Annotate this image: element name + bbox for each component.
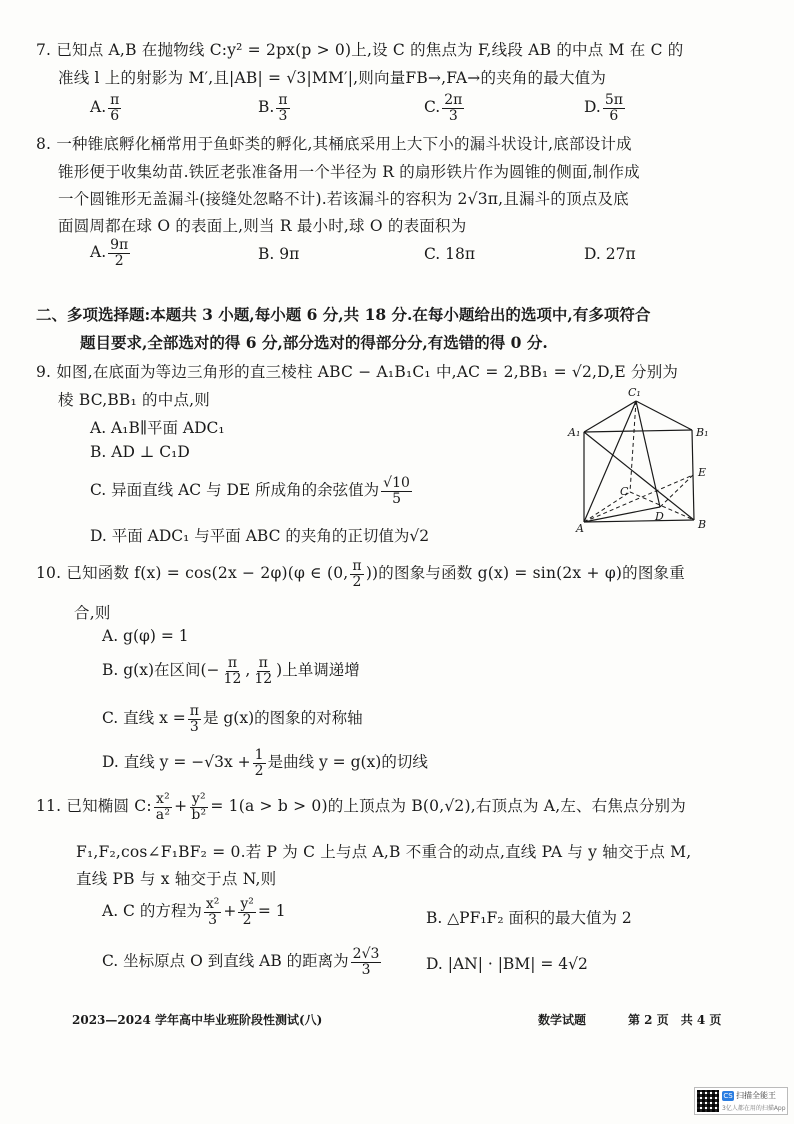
edge-c1-b1 [636, 401, 692, 430]
label-c: C [620, 485, 629, 498]
footer-exam-title: 2023—2024 学年高中毕业班阶段性测试(八) [72, 1013, 323, 1027]
edge-a1-b1 [584, 430, 692, 432]
scan-badge-title: 扫描全能王 [736, 1091, 776, 1100]
q8-line4: 面圆周都在球 O 的表面上,则当 R 最小时,球 O 的表面积为 [58, 217, 467, 235]
footer-page-number: 第 2 页 共 4 页 [628, 1013, 722, 1027]
q8-option-d: D. 27π [584, 245, 636, 263]
q11-option-c: C. 坐标原点 O 到直线 AB 的距离为 $\frac{2√3}{3}$ [102, 946, 380, 978]
q9-option-a: A. A₁B∥平面 ADC₁ [90, 419, 225, 437]
scan-app-badge [694, 1087, 788, 1115]
qr-code-icon [697, 1090, 719, 1112]
label-a1: A₁ [568, 426, 581, 439]
footer-subject: 数学试题 [538, 1013, 587, 1027]
label-b: B [698, 518, 707, 531]
section2-line1: 二、多项选择题:本题共 3 小题,每小题 6 分,共 18 分.在每小题给出的选项中,有多项符合 [36, 305, 651, 324]
q8-line1: 8. 一种锥底孵化桶常用于鱼虾类的孵化,其桶底采用上大下小的漏斗状设计,底部设计成 [36, 135, 632, 153]
label-b1: B₁ [696, 426, 709, 439]
q9-option-c: C. 异面直线 AC 与 DE 所成角的余弦值为 $\frac{√10}{5}$ [90, 475, 410, 507]
q10-option-c: C. 直线 x = $\frac{\pi}{3}$ 是 g(x)的图象的对称轴 [102, 703, 363, 735]
q10-option-b: B. g(x)在区间(− $\frac{\pi}{12}$ , $\frac{\pi}{12}$ )上单调递增 [102, 655, 360, 687]
q10-line1: 10. 已知函数 f(x) = cos(2x − 2φ)(φ ∈ (0, $\frac{\pi}{2}$ ))的图象与函数 g(x) = sin(2x + φ)的图象重 [36, 558, 685, 590]
section2-line2: 题目要求,全部选对的得 6 分,部分选对的得部分分,有选错的得 0 分. [80, 333, 548, 352]
q9-prism-figure [562, 384, 722, 534]
q8-line2: 锥形便于收集幼苗.铁匠老张准备用一个半径为 R 的扇形铁片作为圆锥的侧面,制作成 [58, 163, 640, 181]
q11-option-a: A. C 的方程为 $\frac{\text{x²}}{3}$ + $\frac{\text{y²}}{2}$ = 1 [102, 896, 286, 928]
label-d: D [655, 510, 664, 523]
label-e: E [698, 466, 707, 479]
q11-line1: 11. 已知椭圆 C: $\frac{\text{x²}}{\text{a²}}$ + $\frac{\text{y²}}{\text{b²}}$ = 1(a > b > 0)的上顶点为 B(0,√2),右顶点为 A,左、右焦点分别为 [36, 791, 686, 823]
q7-option-b: B. $\frac{\pi}{3}$ [258, 92, 288, 124]
q8-option-c: C. 18π [424, 245, 476, 263]
q7-option-c: C. $\frac{2\pi}{3}$ [424, 92, 463, 124]
scan-badge-subtitle: 3亿人都在用的扫描App [722, 1105, 786, 1112]
q9-line2: 棱 BC,BB₁ 的中点,则 [58, 391, 210, 409]
q11-option-b: B. △PF₁F₂ 面积的最大值为 2 [426, 909, 632, 927]
edge-c1-c [630, 401, 636, 492]
edge-a-e [584, 475, 693, 522]
q8-option-a: A. $\frac{9\pi}{2}$ [90, 237, 129, 269]
q8-option-b: B. 9π [258, 245, 300, 263]
label-a: A [576, 522, 584, 534]
edge-a-b [584, 520, 694, 522]
edge-c1-a [584, 401, 636, 522]
label-c1: C₁ [628, 386, 641, 399]
q7-option-a: A. $\frac{\pi}{6}$ [90, 92, 120, 124]
q11-line3: 直线 PB 与 x 轴交于点 N,则 [76, 870, 277, 888]
q10-option-d: D. 直线 y = −√3x + $\frac{1}{2}$ 是曲线 y = g(x)的切线 [102, 747, 428, 779]
q7-line2: 准线 l 上的射影为 M′,且|AB| = √3|MM′|,则向量FB→,FA→的夹角的最大值为 [58, 69, 607, 87]
q10-option-a: A. g(φ) = 1 [102, 627, 189, 645]
camscanner-logo-icon: CS [723, 1092, 733, 1100]
q11-line2: F₁,F₂,cos∠F₁BF₂ = 0.若 P 为 C 上与点 A,B 不重合的动点,直线 PA 与 y 轴交于点 M, [76, 843, 692, 861]
q11-option-d: D. |AN| · |BM| = 4√2 [426, 955, 588, 973]
q8-line3: 一个圆锥形无盖漏斗(接缝处忽略不计).若该漏斗的容积为 2√3π,且漏斗的顶点及底 [58, 190, 629, 208]
edge-a1-b [584, 432, 694, 520]
q10-line2: 合,则 [74, 604, 111, 622]
edge-a1-c1 [584, 401, 636, 432]
edge-a-d [584, 507, 660, 522]
q9-option-b: B. AD ⊥ C₁D [90, 443, 190, 461]
q7-line1: 7. 已知点 A,B 在抛物线 C:y² = 2px(p > 0)上,设 C 的焦点为 F,线段 AB 的中点 M 在 C 的 [36, 41, 684, 59]
edge-d-e [660, 475, 693, 507]
q9-option-d: D. 平面 ADC₁ 与平面 ABC 的夹角的正切值为√2 [90, 527, 430, 545]
q7-option-d: D. $\frac{5\pi}{6}$ [584, 92, 623, 124]
q9-line1: 9. 如图,在底面为等边三角形的直三棱柱 ABC − A₁B₁C₁ 中,AC = 2,BB₁ = √2,D,E 分别为 [36, 363, 679, 381]
